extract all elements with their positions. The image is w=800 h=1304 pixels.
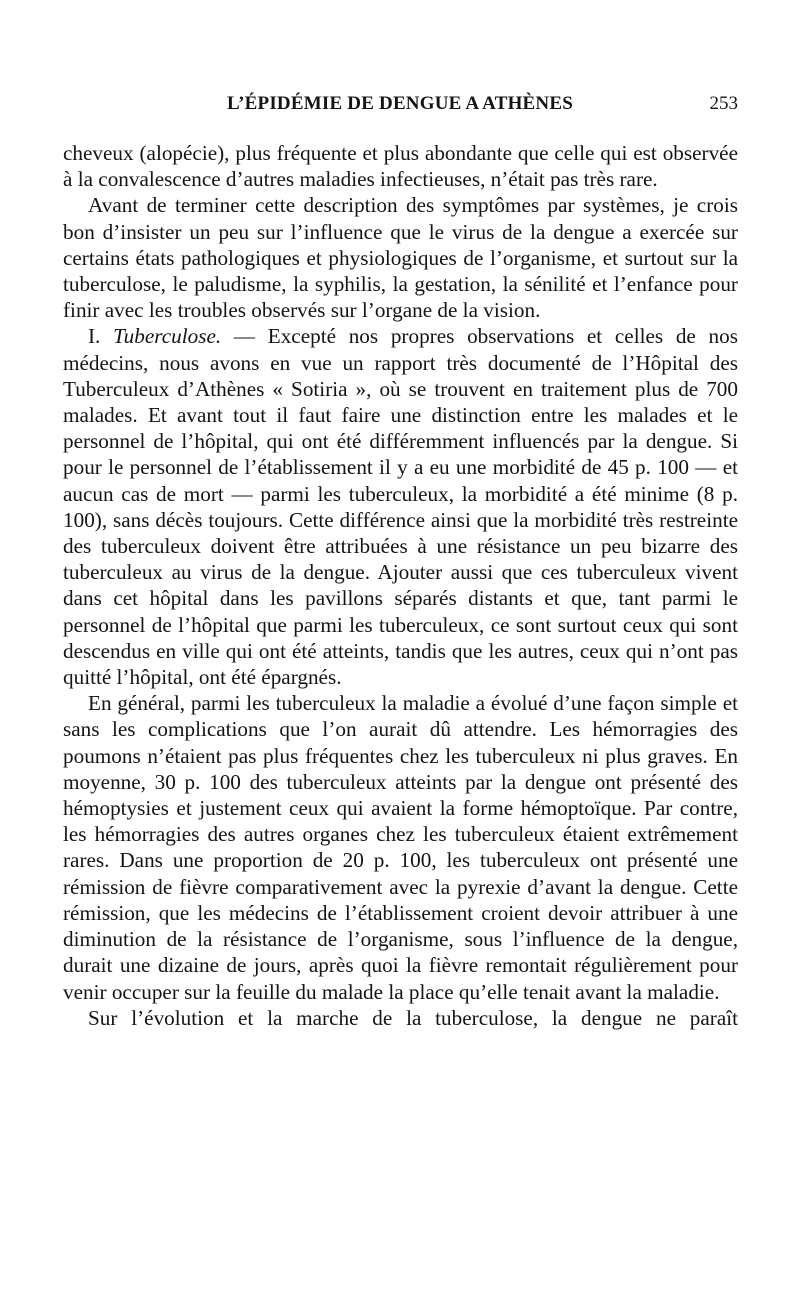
section-title-tuberculose: Tuberculose. [113, 324, 222, 349]
running-head [62, 91, 738, 121]
page-number: 253 [709, 93, 738, 114]
running-title: L’ÉPIDÉMIE DE DENGUE A ATHÈNES [227, 93, 573, 114]
body-text [63, 140, 738, 1031]
paragraph-tuberculosis [63, 323, 738, 690]
paragraph-symptoms-conclusion: Avant de terminer cette description des symptômes par systèmes, je crois bon d’insister un peu sur l’influence que le virus de la dengue a exercée sur certains états pathologiques et physiologiques de l’organisme, et surtout sur la tuberculose, le paludisme, la syphilis, la gestation, la sénilité et l’enfance pour finir avec les troubles observés sur l’organe de la vision. [63, 193, 738, 323]
paragraph-evolution: Sur l’évolution et la marche de la tuberculose, la dengue ne paraît [88, 1005, 738, 1030]
paragraph-tuberculosis-text: — Excepté nos propres observations et celles de nos médecins, nous avons en vue un rapport très documenté de l’Hôpital des Tuberculeux d’Athènes « Sotiria », où se trouvent en traitement plus de 700 malades. Et avant tout il faut faire une distinction entre les malades et le personnel de l’hôpital, qui ont été différemment influencés par la dengue. Si pour le personnel de l’établissement il y a eu une morbidité de 45 p. 100 — et aucun cas de mort — parmi les tuberculeux, la morbidité a été minime (8 p. 100), sans décès toujours. Cette différence ainsi que la morbidité très restreinte des tuberculeux doivent être attribuées à une résistance un peu bizarre des tuberculeux au virus de la dengue. Ajouter aussi que ces tuberculeux vivent dans cet hôpital dans les pavillons séparés distants et que, tant parmi le personnel de l’hôpital que parmi les tuberculeux, ce sont surtout ceux qui sont descendus en ville qui ont été atteints, tandis que les autres, ceux qui n’ont pas quitté l’hôpital, ont été épargnés. [63, 324, 738, 690]
paragraph-continuation: cheveux (alopécie), plus fréquente et plus abondante que celle qui est observée à la convalescence d’autres maladies infectieuses, n’était pas très rare. [63, 141, 738, 192]
paragraph-general-course: En général, parmi les tuberculeux la maladie a évolué d’une façon simple et sans les complications que l’on aurait dû attendre. Les hémorragies des poumons n’étaient pas plus fréquentes chez les tuberculeux ni plus graves. En moyenne, 30 p. 100 des tuberculeux atteints par la dengue ont présenté des hémoptysies et justement ceux qui avaient la forme hémoptoïque. Par contre, les hémorragies des autres organes chez les tuberculeux étaient extrêmement rares. Dans une proportion de 20 p. 100, les tuberculeux ont présenté une rémission de fièvre comparativement avec la pyrexie d’avant la dengue. Cette rémission, que les médecins de l’établissement croient devoir attribuer à une diminution de la résistance de l’organisme, sous l’influence de la dengue, durait une dizaine de jours, après quoi la fièvre remontait régulièrement pour venir occuper sur la feuille du malade la place qu’elle tenait avant la maladie. [63, 691, 738, 1004]
section-number: I. [88, 324, 114, 349]
